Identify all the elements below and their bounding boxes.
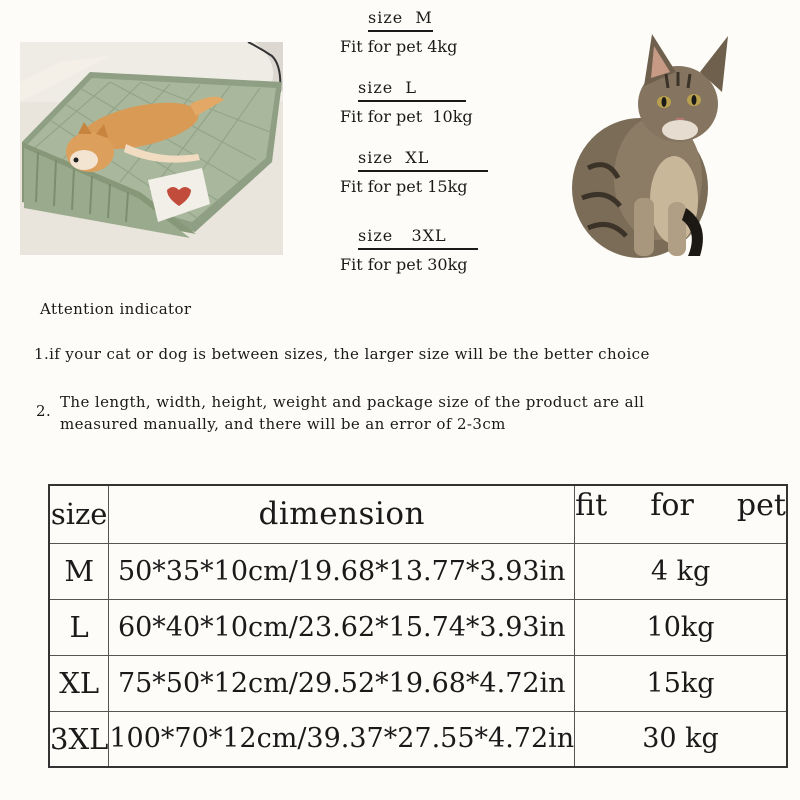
note-2-line-1: The length, width, height, weight and package size of the product are all [60,393,645,411]
size-label: size 3XL [358,226,478,250]
cat-photo [548,28,748,264]
size-label: size L [358,78,466,102]
cell-size: M [49,543,109,599]
note-2-number: 2. [36,402,52,420]
cell-fit: 4 kg [575,543,787,599]
cell-dimension: 60*40*10cm/23.62*15.74*3.93in [109,599,575,655]
header-size: size [49,485,109,543]
table-row [49,599,787,655]
table-row [49,543,787,599]
pet-bed-photo [20,42,283,255]
note-1: 1.if your cat or dog is between sizes, the larger size will be the better choice [34,345,650,363]
cell-fit: 10kg [575,599,787,655]
cell-dimension: 100*70*12cm/39.37*27.55*4.72in [109,711,575,767]
header-dimension: dimension [109,485,575,543]
cell-fit: 30 kg [575,711,787,767]
size-fit-text: Fit for pet 4kg [340,37,458,56]
table-row [49,711,787,767]
cell-size: XL [49,655,109,711]
attention-title: Attention indicator [40,300,192,318]
size-block-m [340,8,530,56]
size-block-xl [340,148,530,196]
size-label: size XL [358,148,488,172]
cell-size: 3XL [49,711,109,767]
note-2-line-2: measured manually, and there will be an error of 2-3cm [60,415,506,433]
note-2-text [60,391,760,435]
cell-fit: 15kg [575,655,787,711]
cell-dimension: 50*35*10cm/19.68*13.77*3.93in [109,543,575,599]
size-block-l [340,78,530,126]
size-fit-text: Fit for pet 10kg [340,107,473,126]
size-block-3xl [340,226,530,274]
size-fit-text: Fit for pet 15kg [340,177,468,196]
header-fit: fit for pet [575,485,787,543]
cell-size: L [49,599,109,655]
size-table [48,484,788,768]
size-fit-text: Fit for pet 30kg [340,255,468,274]
cell-dimension: 75*50*12cm/29.52*19.68*4.72in [109,655,575,711]
table-row [49,655,787,711]
size-label: size M [368,8,433,32]
table-header-row [49,485,787,543]
